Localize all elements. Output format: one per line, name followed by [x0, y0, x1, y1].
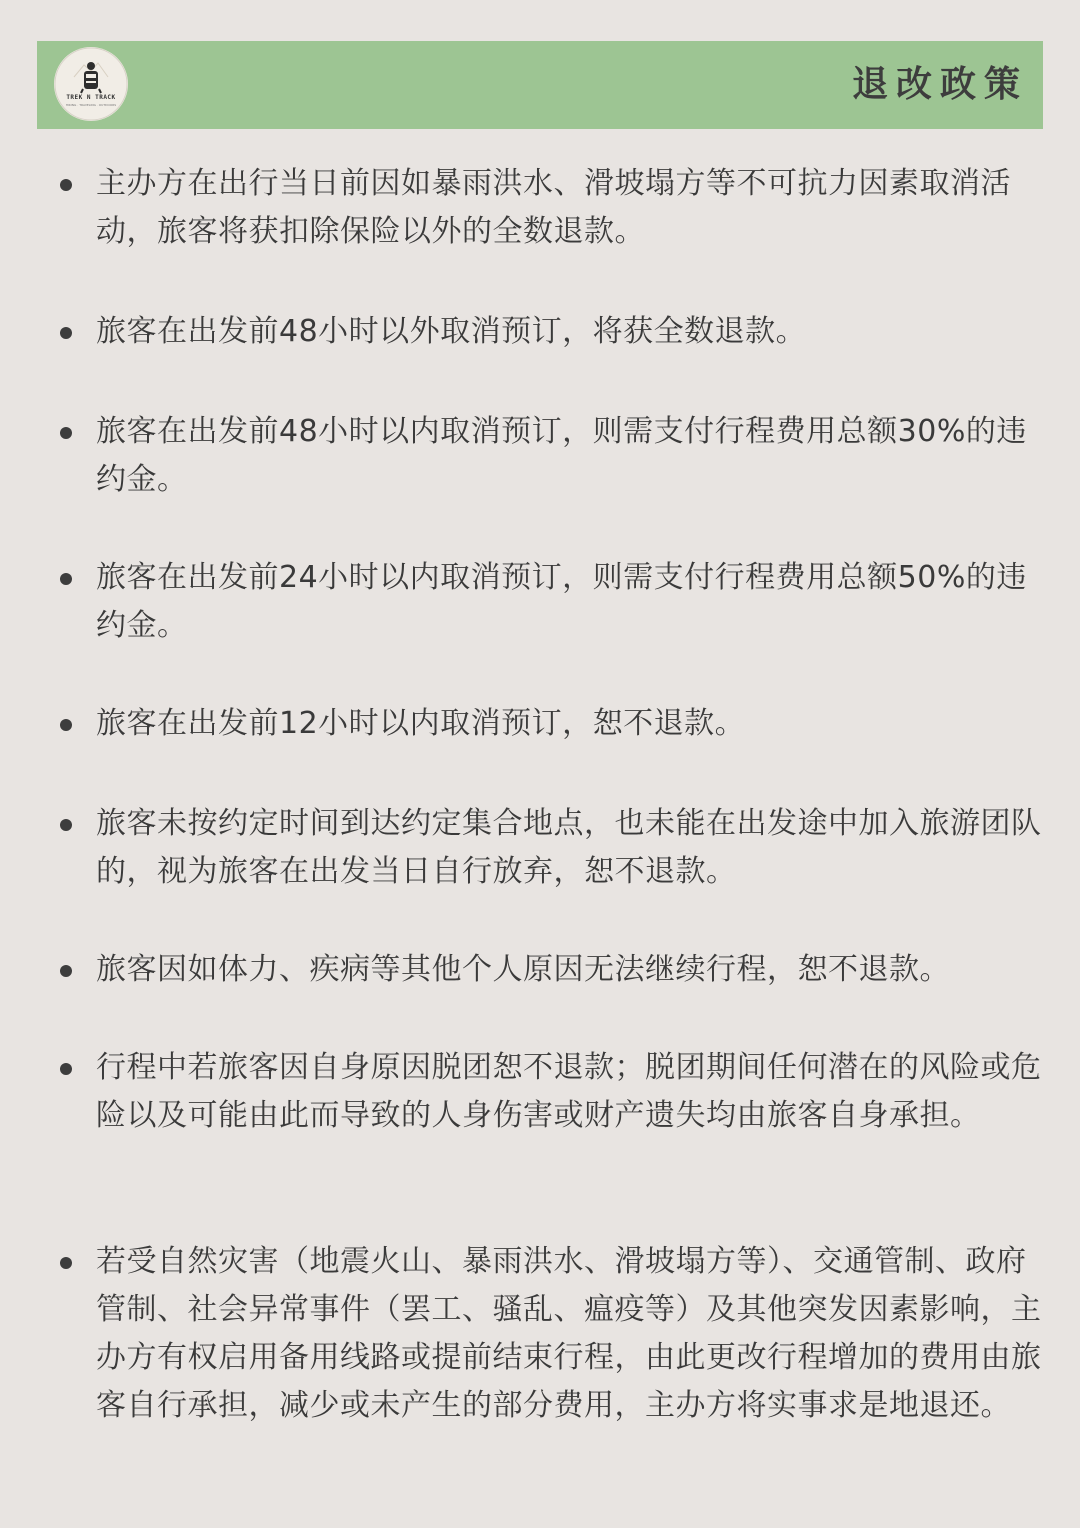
bullet-icon	[60, 1257, 72, 1269]
policy-text: 旅客在出发前24小时以内取消预订，则需支付行程费用总额50%的违约金。	[96, 560, 1027, 643]
policy-text: 旅客因如体力、疾病等其他个人原因无法继续行程，恕不退款。	[96, 952, 950, 987]
bullet-icon	[60, 573, 72, 585]
logo-text: TREK N TRACK	[66, 94, 116, 101]
policy-text: 旅客在出发前48小时以内取消预订，则需支付行程费用总额30%的违约金。	[96, 414, 1027, 497]
header-bar	[37, 41, 1043, 129]
bullet-icon	[60, 819, 72, 831]
logo-subtext: HIKING · TRAVELING · OUTDOORS	[65, 103, 117, 107]
policy-text: 旅客在出发前48小时以外取消预订，将获全数退款。	[96, 314, 807, 349]
bullet-icon	[60, 179, 72, 191]
hiker-backpack-icon	[54, 47, 128, 121]
policy-text: 旅客未按约定时间到达约定集合地点，也未能在出发途中加入旅游团队的，视为旅客在出发当日自行放弃，恕不退款。	[96, 806, 1042, 889]
policy-text: 行程中若旅客因自身原因脱团恕不退款；脱团期间任何潜在的风险或危险以及可能由此而导致的人身伤害或财产遗失均由旅客自身承担。	[96, 1050, 1042, 1133]
page-title: 退改政策	[851, 64, 1028, 105]
policy-text: 若受自然灾害（地震火山、暴雨洪水、滑坡塌方等）、交通管制、政府管制、社会异常事件（罢工、骚乱、瘟疫等）及其他突发因素影响，主办方有权启用备用线路或提前结束行程，由此更改行程增加的费用由旅客自行承担，减少或未产生的部分费用，主办方将实事求是地退还。	[96, 1244, 1042, 1423]
bullet-icon	[60, 719, 72, 731]
bullet-icon	[60, 427, 72, 439]
bullet-icon	[60, 965, 72, 977]
bullet-icon	[60, 327, 72, 339]
policy-text: 主办方在出行当日前因如暴雨洪水、滑坡塌方等不可抗力因素取消活动，旅客将获扣除保险以外的全数退款。	[96, 166, 1011, 249]
policy-text: 旅客在出发前12小时以内取消预订，恕不退款。	[96, 706, 746, 741]
brand-logo	[54, 47, 128, 121]
bullet-icon	[60, 1063, 72, 1075]
